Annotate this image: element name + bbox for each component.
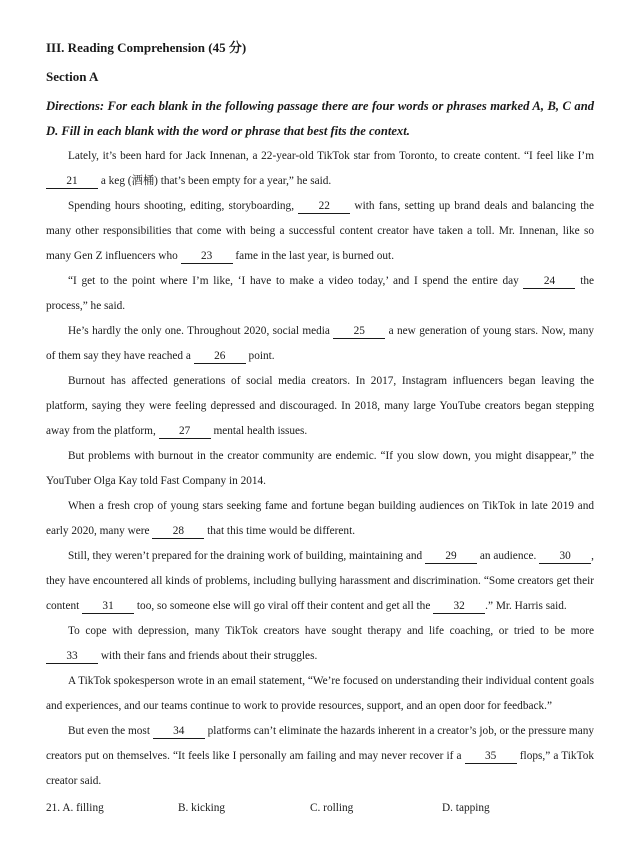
answer-blank[interactable]: 26 <box>194 349 246 364</box>
passage <box>46 144 594 794</box>
paragraph-text: Burnout has affected generations of social media creators. In 2017, Instagram influencers began leaving the platform, saying they were feeling depressed and discouraged. In 2018, many large YouTube creators began stepping away from the platform, <box>46 375 594 437</box>
worksheet-page <box>46 40 594 818</box>
paragraph-text: To cope with depression, many TikTok creators have sought therapy and life coaching, or tried to be more <box>68 625 594 637</box>
paragraph-text: point. <box>245 350 275 362</box>
passage-paragraph <box>46 194 594 269</box>
section-title: III. Reading Comprehension (45 分) <box>46 40 247 55</box>
answer-blank[interactable]: 21 <box>46 174 98 189</box>
passage-paragraph <box>46 544 594 619</box>
paragraph-text: Lately, it’s been hard for Jack Innenan, a 22-year-old TikTok star from Toronto, to create content. “I feel like I’m <box>68 150 594 162</box>
paragraph-text: that this time would be different. <box>204 525 356 537</box>
paragraph-text: Still, they weren’t prepared for the draining work of building, maintaining and <box>68 550 426 562</box>
passage-paragraph <box>46 494 594 544</box>
paragraph-text: mental health issues. <box>210 425 308 437</box>
passage-paragraph <box>46 719 594 794</box>
paragraph-text: fame in the last year, is burned out. <box>232 250 395 262</box>
passage-paragraph <box>46 319 594 369</box>
answer-blank[interactable]: 35 <box>465 749 517 764</box>
answer-blank[interactable]: 25 <box>333 324 385 339</box>
paragraph-text: He’s hardly the only one. Throughout 2020, social media <box>68 325 334 337</box>
paragraph-text: When a fresh crop of young stars seeking fame and fortune began building audiences on TikTok in late 2019 and early 2020, many were <box>46 500 594 537</box>
paragraph-text: A TikTok spokesperson wrote in an email statement, “We’re focused on understanding their individual content goals and experiences, and our teams continue to work to provide resources, support, and an open door for feedback.” <box>46 675 595 712</box>
answer-option[interactable]: B. kicking <box>178 802 226 814</box>
passage-paragraph <box>46 444 594 494</box>
answer-blank[interactable]: 23 <box>181 249 233 264</box>
paragraph-text: .” Mr. Harris said. <box>485 600 567 612</box>
answer-blank[interactable]: 32 <box>433 599 485 614</box>
passage-paragraph <box>46 619 594 669</box>
paragraph-text: “I get to the point where I’m like, ‘I have to make a video today,’ and I spend the entire day <box>68 275 524 287</box>
paragraph-text: But even the most <box>68 725 153 737</box>
answer-blank[interactable]: 27 <box>159 424 211 439</box>
answer-blank[interactable]: 24 <box>523 274 575 289</box>
paragraph-text: a keg (酒桶) that’s been empty for a year,” he said. <box>98 175 332 187</box>
paragraph-text: an audience. <box>477 550 540 562</box>
answer-options <box>46 798 594 818</box>
directions: Directions: For each blank in the following passage there are four words or phrases marked A, B, C and D. Fill in each blank with the word or phrase that best fits the context. <box>46 99 594 138</box>
answer-option[interactable]: D. tapping <box>442 802 490 814</box>
passage-paragraph <box>46 369 594 444</box>
paragraph-text: with their fans and friends about their struggles. <box>98 650 318 662</box>
paragraph-text: too, so someone else will go viral off their content and get all the <box>134 600 434 612</box>
paragraph-text: flops,” a TikTok creator said. <box>46 750 594 787</box>
paragraph-text: , they have encountered all kinds of problems, including bullying harassment and discrimination. “Some creators get their content <box>46 550 594 612</box>
paragraph-text: But problems with burnout in the creator community are endemic. “If you slow down, you might disappear,” the YouTuber Olga Kay told Fast Company in 2014. <box>46 450 594 487</box>
answer-blank[interactable]: 34 <box>153 724 205 739</box>
answer-option[interactable]: 21. A. filling <box>46 802 104 814</box>
paragraph-text: platforms can’t eliminate the hazards inherent in a creator’s job, or the pressure many creators put on themselves. “It feels like I personally am failing and may never recover if a <box>46 725 594 762</box>
answer-blank[interactable]: 29 <box>425 549 477 564</box>
paragraph-text: with fans, setting up brand deals and balancing the many other responsibilities that come with being a successful content creator have taken a toll. Mr. Innenan, like so many Gen Z influencers who <box>46 200 595 262</box>
passage-paragraph <box>46 144 594 194</box>
answer-blank[interactable]: 31 <box>82 599 134 614</box>
section-subtitle: Section A <box>46 69 99 84</box>
answer-option[interactable]: C. rolling <box>310 802 354 814</box>
answer-blank[interactable]: 28 <box>152 524 204 539</box>
answer-blank[interactable]: 30 <box>539 549 591 564</box>
passage-paragraph <box>46 669 594 719</box>
paragraph-text: a new generation of young stars. Now, many of them say they have reached a <box>46 325 594 362</box>
passage-paragraph <box>46 269 594 319</box>
paragraph-text: the process,” he said. <box>46 275 594 312</box>
paragraph-text: Spending hours shooting, editing, storyboarding, <box>68 200 299 212</box>
answer-blank[interactable]: 33 <box>46 649 98 664</box>
answer-blank[interactable]: 22 <box>298 199 350 214</box>
